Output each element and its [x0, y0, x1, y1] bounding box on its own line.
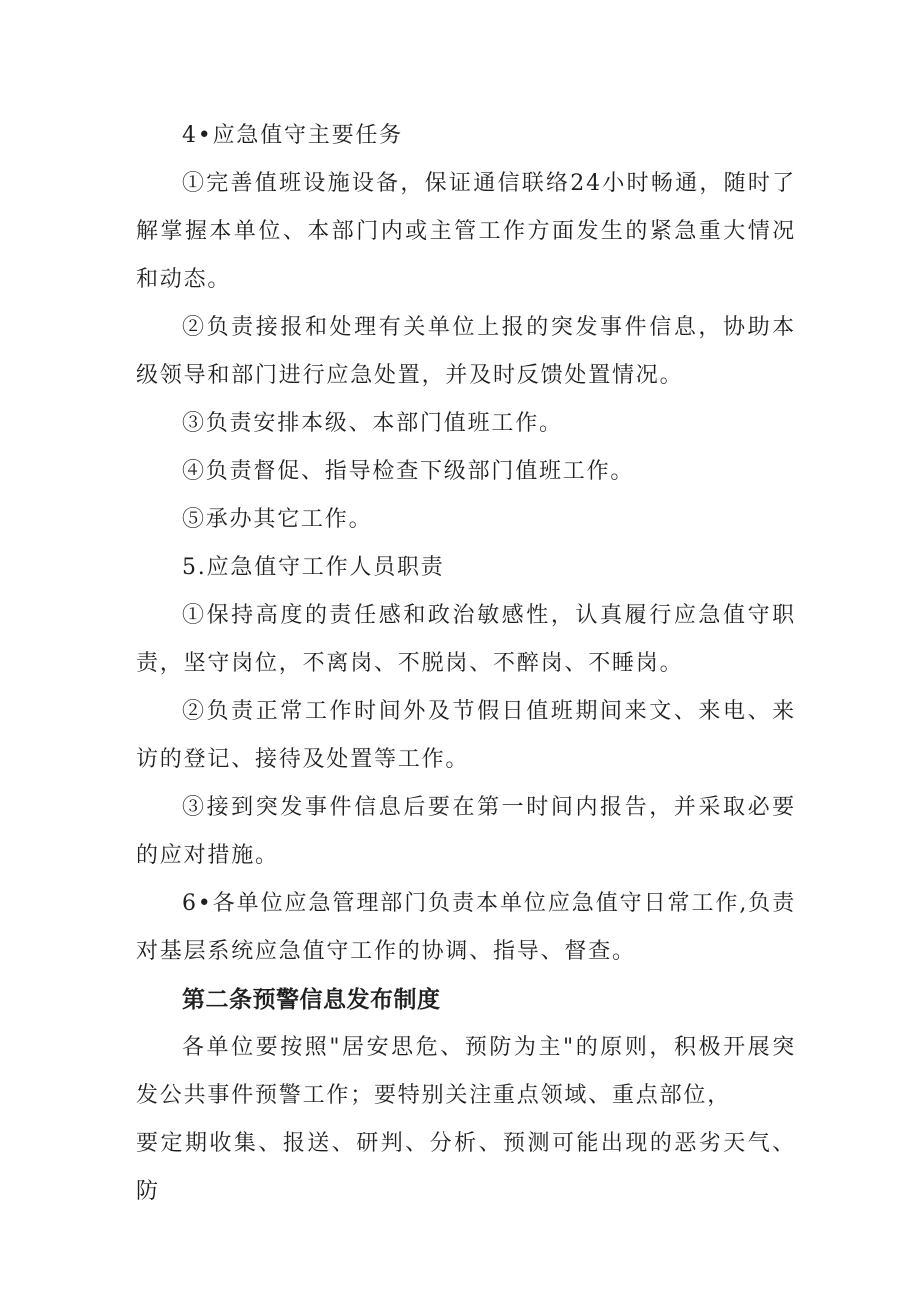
section-title-4: 4•应急值守主要任务 — [182, 123, 403, 148]
article-heading-2: 第二条预警信息发布制度 — [182, 987, 441, 1013]
section-title-5: 5.应急值守工作人员职责 — [182, 555, 445, 580]
paragraph-5-3: ③接到突发事件信息后要在第一时间内报告，并采取必要的应对措施。 — [136, 795, 796, 868]
paragraph-4-5: ⑤承办其它工作。 — [182, 507, 373, 532]
paragraph-4-1: ①完善值班设施设备，保证通信联络24小时畅通，随时了解掌握本单位、本部门内或主管工作方面发生的紧急重大情况和动态。 — [136, 171, 796, 292]
paragraph-4-4: ④负责督促、指导检查下级部门值班工作。 — [182, 459, 635, 484]
paragraph-article-2-continued: 要定期收集、报送、研判、分析、预测可能出现的恶劣天气、防 — [136, 1131, 796, 1204]
paragraph-6: 6•各单位应急管理部门负责本单位应急值守日常工作,负责对基层系统应急值守工作的协调、指导、督查。 — [136, 891, 796, 964]
document-body — [136, 112, 796, 1216]
paragraph-4-3: ③负责安排本级、本部门值班工作。 — [182, 411, 563, 436]
paragraph-5-1: ①保持高度的责任感和政治敏感性，认真履行应急值守职责，坚守岗位，不离岗、不脱岗、不醉岗、不睡岗。 — [136, 603, 796, 676]
paragraph-4-2: ②负责接报和处理有关单位上报的突发事件信息，协助本级领导和部门进行应急处置，并及时反馈处置情况。 — [136, 315, 796, 388]
paragraph-article-2-intro: 各单位要按照"居安思危、预防为主"的原则，积极开展突发公共事件预警工作；要特别关注重点领域、重点部位， — [136, 1035, 796, 1108]
paragraph-5-2: ②负责正常工作时间外及节假日值班期间来文、来电、来访的登记、接待及处置等工作。 — [136, 699, 796, 772]
